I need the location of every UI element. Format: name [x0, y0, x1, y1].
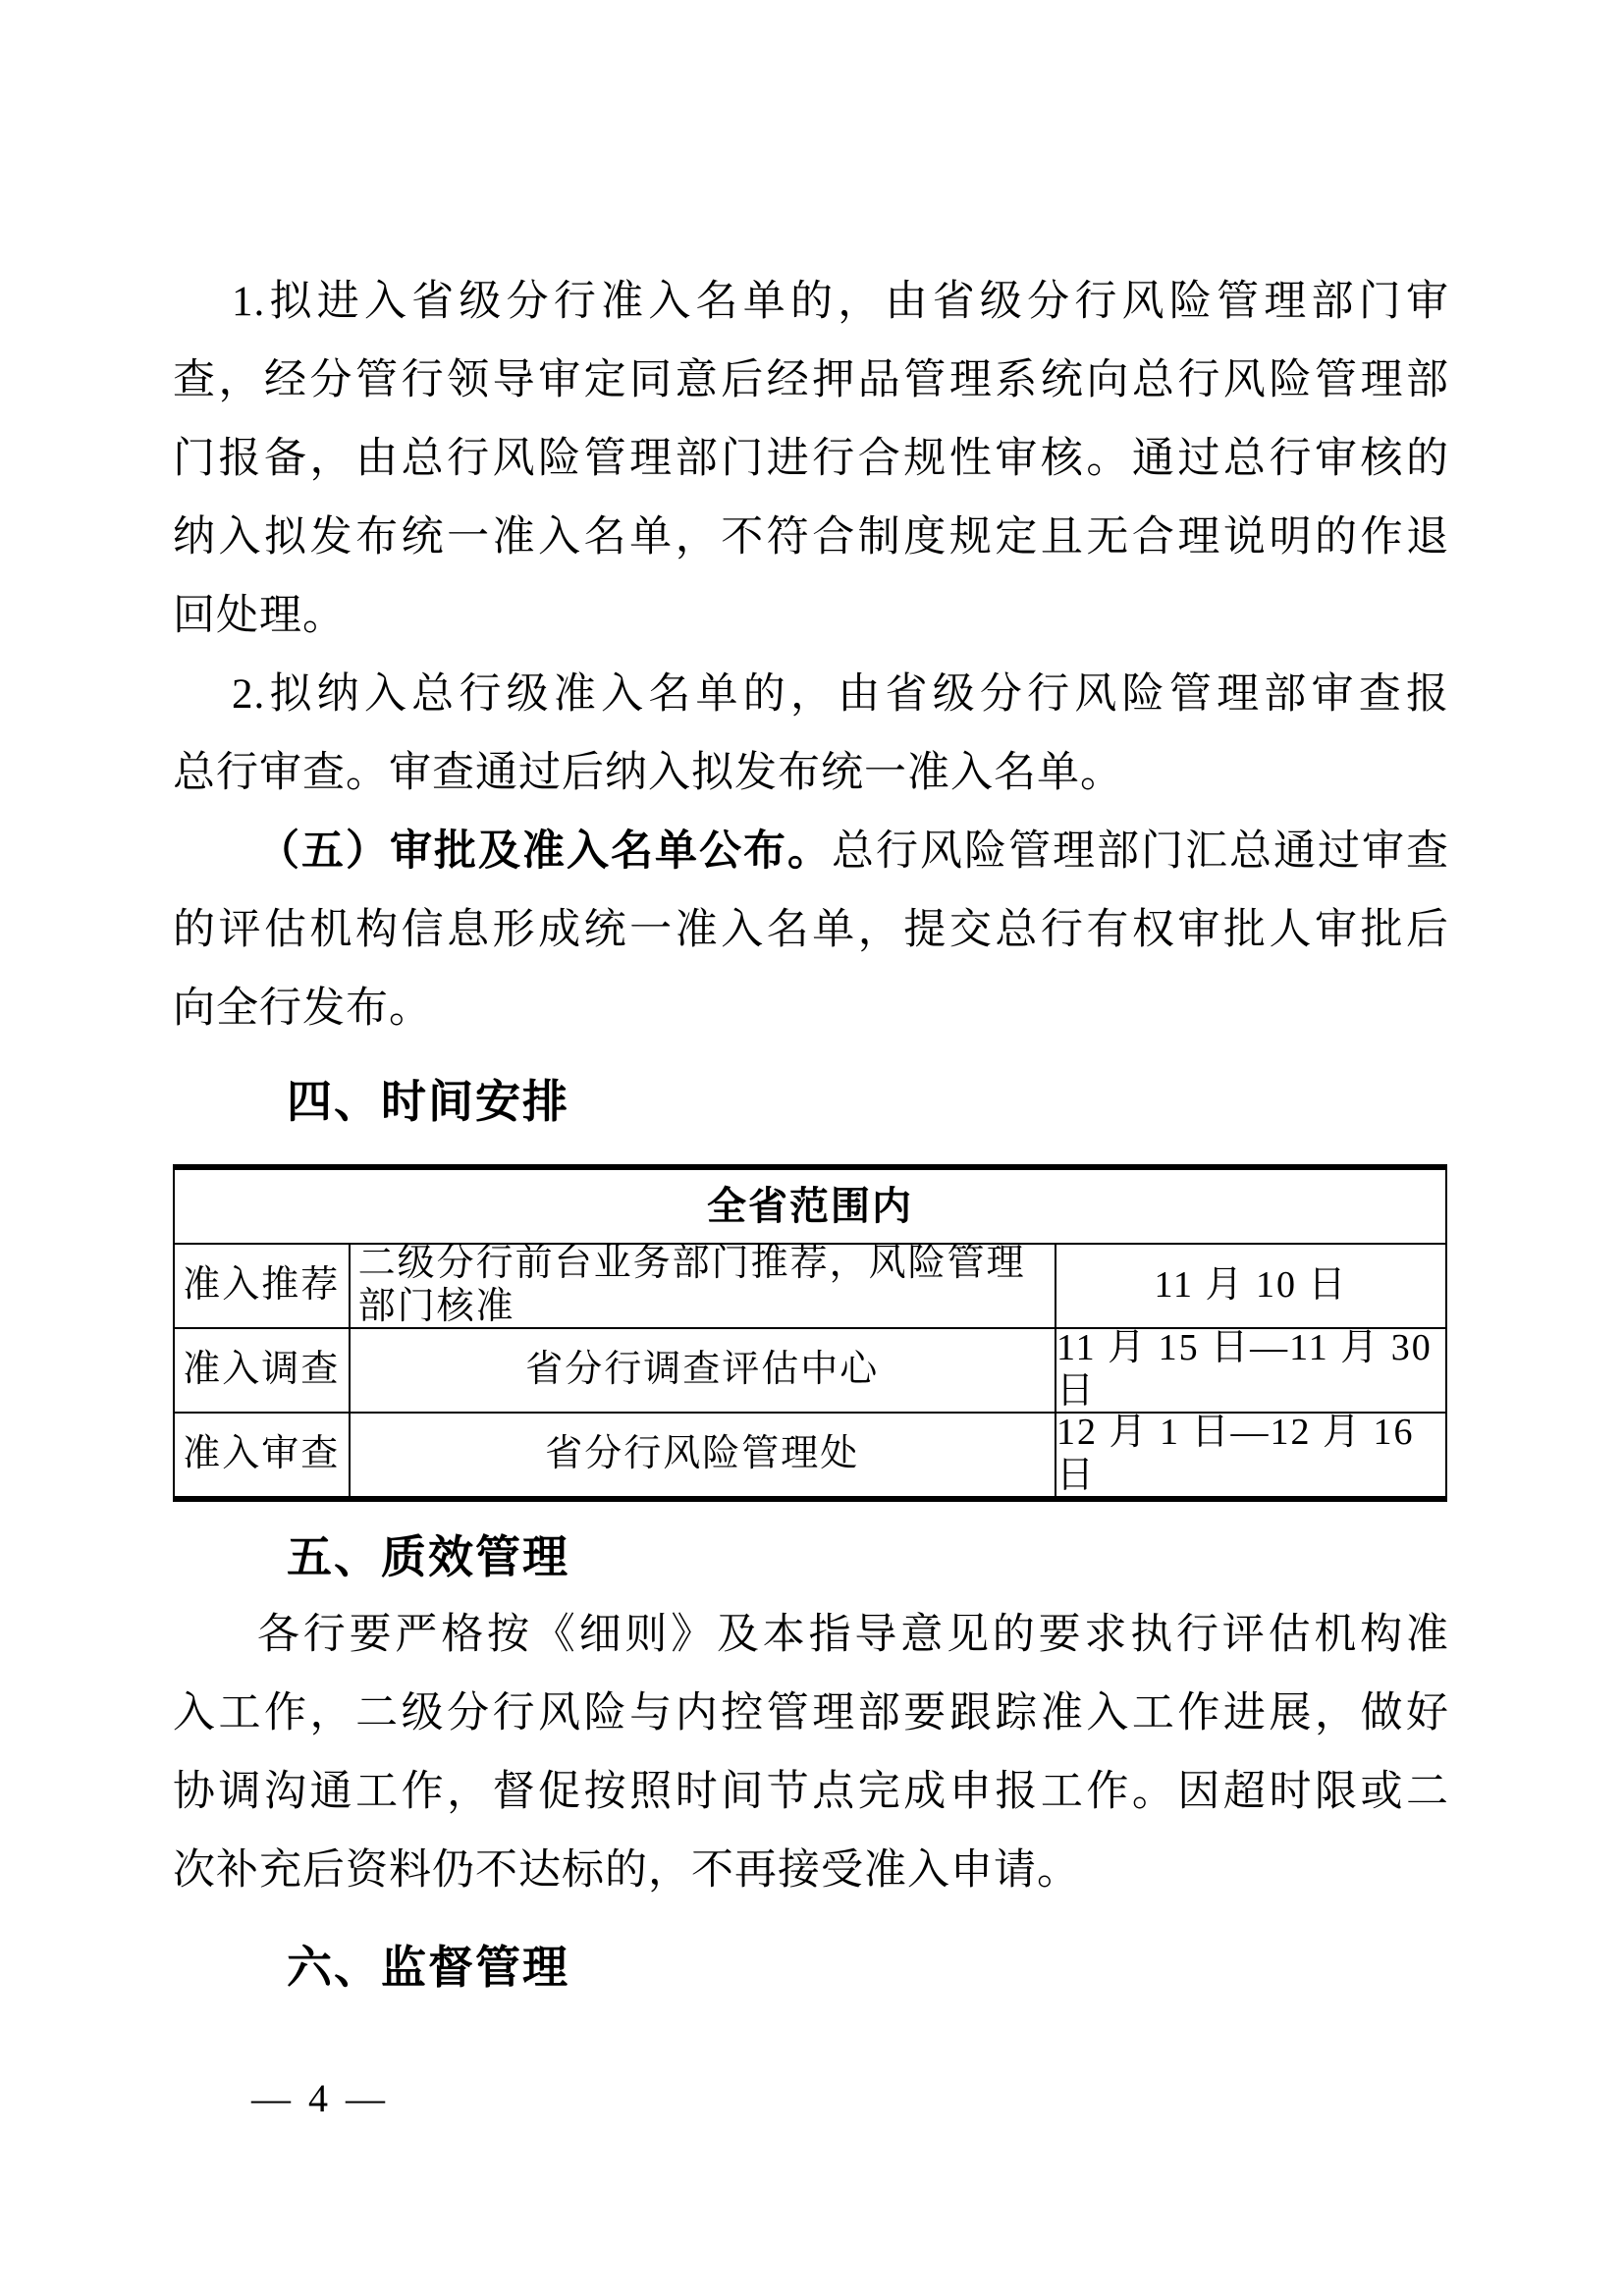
table-header-label: 全省范围内: [707, 1184, 913, 1229]
paragraph-3-line: 的评估机构信息形成统一准入名单，提交总行有权审批人审批后: [173, 907, 1449, 953]
schedule-table: [173, 1164, 1447, 1502]
paragraph-3-line: 向全行发布。: [173, 986, 432, 1032]
paragraph-3-line: [173, 813, 1449, 891]
document-body: [173, 263, 1449, 2006]
paragraph-1-line: 回处理。: [173, 593, 346, 639]
paragraph-2: [173, 656, 1449, 813]
table-cell-date: 12 月 1 日—12 月 16 日: [1056, 1412, 1415, 1496]
table-cell-responsible: 二级分行前台业务部门推荐，风险管理部门核准: [351, 1245, 1056, 1327]
paragraph-2-line: 2.拟纳入总行级准入名单的，由省级分行风险管理部审查报: [232, 671, 1449, 718]
paragraph-4-line: 各行要严格按《细则》及本指导意见的要求执行评估机构准: [257, 1612, 1449, 1658]
table-header-row: [175, 1170, 1445, 1243]
paragraph-4-line: 入工作，二级分行风险与内控管理部要跟踪准入工作进展，做好: [173, 1690, 1449, 1736]
paragraph-2-line: 总行审查。审查通过后纳入拟发布统一准入名单。: [173, 750, 1123, 796]
paragraph-4-line: 协调沟通工作，督促按照时间节点完成申报工作。因超时限或二: [173, 1769, 1449, 1815]
section-heading-time-arrangement: 四、时间安排: [287, 1075, 569, 1128]
table-cell-stage: 准入调查: [175, 1329, 351, 1412]
paragraph-3-lead: （五）审批及准入名单公布。: [257, 828, 832, 875]
table-cell-stage: 准入审查: [175, 1414, 351, 1496]
table-cell-responsible: 省分行调查评估中心: [351, 1329, 1056, 1412]
paragraph-1-line: 1.拟进入省级分行准入名单的，由省级分行风险管理部门审: [232, 279, 1449, 325]
table-row-review: [175, 1412, 1445, 1496]
table-cell-stage: 准入推荐: [175, 1245, 351, 1327]
paragraph-3: [173, 813, 1449, 1048]
paragraph-3-text: 总行风险管理部门汇总通过审查: [832, 828, 1449, 875]
paragraph-4-line: 次补充后资料仍不达标的，不再接受准入申请。: [173, 1847, 1080, 1894]
table-cell-date: 11 月 10 日: [1154, 1264, 1348, 1307]
section-heading-quality-management: 五、质效管理: [287, 1530, 569, 1583]
table-cell-responsible: 省分行风险管理处: [351, 1414, 1056, 1496]
paragraph-1-line: 纳入拟发布统一准入名单，不符合制度规定且无合理说明的作退: [173, 514, 1449, 561]
paragraph-1-line: 门报备，由总行风险管理部门进行合规性审核。通过总行审核的: [173, 436, 1449, 482]
paragraph-1: [173, 263, 1449, 656]
section-heading-supervision-management: 六、监督管理: [287, 1941, 569, 1994]
table-row-investigation: [175, 1327, 1445, 1412]
table-cell-date: 11 月 15 日—11 月 30 日: [1056, 1327, 1433, 1412]
table-row-recommendation: [175, 1243, 1445, 1327]
page-number: — 4 —: [251, 2076, 389, 2120]
paragraph-1-line: 查，经分管行领导审定同意后经押品管理系统向总行风险管理部: [173, 357, 1449, 403]
paragraph-4: [173, 1596, 1449, 1910]
